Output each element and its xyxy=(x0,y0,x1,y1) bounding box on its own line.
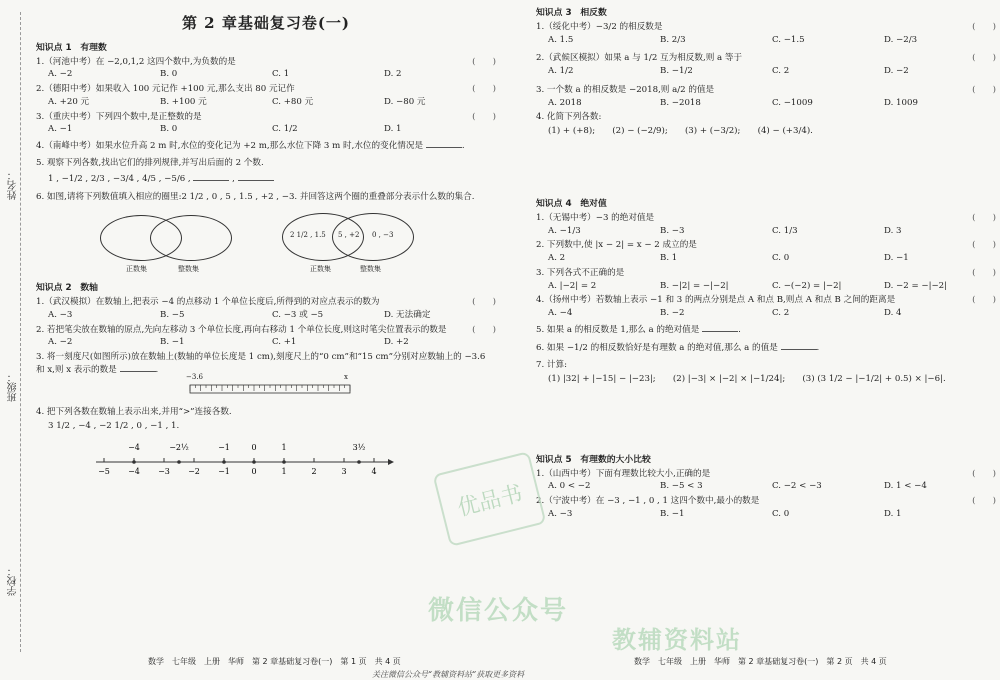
options xyxy=(548,481,996,492)
question-stem: 1.（河池中考）在 −2,0,1,2 这四个数中,为负数的是 xyxy=(36,56,236,67)
option: A. −3 xyxy=(548,508,573,519)
question xyxy=(36,112,496,123)
option: A. −2 xyxy=(48,337,73,348)
option: C. −2 < −3 xyxy=(772,481,822,492)
option: B. +100 元 xyxy=(160,96,207,107)
options xyxy=(48,124,496,135)
question-stem: 3.（重庆中考）下列四个数中,是正整数的是 xyxy=(36,111,202,122)
page-footer: 数学 七年级 上册 华师 第 2 章基础复习卷(一) 第 2 页 共 4 页 xyxy=(634,657,887,666)
option: B. −|2| = −|−2| xyxy=(660,280,729,291)
option: A. −2 xyxy=(48,69,73,80)
fill-blank xyxy=(702,323,738,332)
option: D. 1009 xyxy=(884,97,918,108)
fill-blank xyxy=(426,139,462,148)
axis-point xyxy=(252,460,256,464)
option: C. −3 或 −5 xyxy=(272,309,324,320)
sequence-text: 1 , −1/2 , 2/3 , −3/4 , 4/5 , −5/6 , xyxy=(48,173,191,184)
axis-point xyxy=(357,460,361,464)
watermark-text: 教辅资料站 xyxy=(612,626,742,654)
question-stem: 6. 如图,请将下列数值填入相应的圈里:2 1/2 , 0 , 5 , 1.5 , +2 , −3. 并回答这两个圈的重叠部分表示什么数的集合. xyxy=(36,192,475,203)
option: C. +1 xyxy=(272,337,297,348)
option: B. −3 xyxy=(660,225,685,236)
option: A. |−2| = 2 xyxy=(548,280,597,291)
options xyxy=(548,281,996,292)
option: A. 1/2 xyxy=(548,66,574,77)
question xyxy=(536,360,996,371)
answer-blank: ( ) xyxy=(972,53,996,64)
ruler-svg xyxy=(186,377,356,401)
option: D. 1 < −4 xyxy=(884,481,927,492)
question-stem: 1.（绥化中考）−3/2 的相反数是 xyxy=(536,21,663,32)
options xyxy=(48,69,496,80)
question-stem: 4.（扬州中考）若数轴上表示 −1 和 3 的两点分别是点 A 和点 B,则点 A 和点 B 之间的距离是 xyxy=(536,295,896,306)
options xyxy=(548,253,996,264)
question xyxy=(36,84,496,95)
page-footer: 数学 七年级 上册 华师 第 2 章基础复习卷(一) 第 1 页 共 4 页 xyxy=(148,657,401,666)
question xyxy=(536,112,996,123)
watermark-logo: 优品书 xyxy=(433,451,547,547)
option: B. −2 xyxy=(660,307,685,318)
question-stem: 4.（南峰中考）如果水位升高 2 m 时,水位的变化记为 +2 m,那么水位下降 3 m 时,水位的变化情况是 xyxy=(36,141,424,152)
axis-point-label: −1 xyxy=(218,442,230,452)
answer-blank: ( ) xyxy=(472,84,496,95)
option: A. +20 元 xyxy=(48,96,90,107)
answer-blank: ( ) xyxy=(972,240,996,251)
option: D. −2 = −|−2| xyxy=(884,280,948,291)
question xyxy=(36,325,496,336)
question-stem: 1.（武汉模拟）在数轴上,把表示 −4 的点移动 1 个单位长度后,所得到的对应点表示的数为 xyxy=(36,297,380,308)
option: B. −1 xyxy=(160,337,185,348)
question-stem: 2. 若把笔尖放在数轴的原点,先向左移动 3 个单位长度,再向右移动 1 个单位长度,则这时笔尖位置表示的数是 xyxy=(36,324,447,335)
axis-tick-label: 2 xyxy=(311,466,317,476)
axis-tick-label: −3 xyxy=(158,466,170,476)
option: A. −1/3 xyxy=(548,225,581,236)
question-stem: 1.（山西中考）下面有理数比较大小,正确的是 xyxy=(536,468,711,479)
question xyxy=(536,22,996,33)
option: B. 2/3 xyxy=(660,34,686,45)
option: D. 4 xyxy=(884,307,902,318)
option: B. 0 xyxy=(160,124,178,135)
option: C. 0 xyxy=(772,508,790,519)
option: D. +2 xyxy=(384,337,409,348)
question xyxy=(36,297,496,308)
venn-circle xyxy=(150,215,232,261)
option: D. 2 xyxy=(384,69,402,80)
question xyxy=(536,469,996,480)
answer-blank: ( ) xyxy=(472,111,496,122)
number-list: 3 1/2 , −4 , −2 1/2 , 0 , −1 , 1. xyxy=(48,421,180,432)
question-stem: 5. 观察下列各数,找出它们的排列规律,并写出后面的 2 个数. xyxy=(36,157,264,168)
ruler-figure xyxy=(186,373,356,401)
axis-tick-label: −4 xyxy=(128,466,140,476)
question: 4.（南峰中考）如果水位升高 2 m 时,水位的变化记为 +2 m,那么水位下降 3 m 时,水位的变化情况是 . xyxy=(36,141,465,152)
question-stem: 5. 如果 a 的相反数是 1,那么 a 的绝对值是 xyxy=(536,324,700,335)
venn-fill: 5 , +2 xyxy=(338,231,360,240)
ruler-right-label: x xyxy=(344,373,348,382)
calc-items: (1) |32| + |−15| − |−23|; (2) |−3| × |−2| × |−1/24|; (3) (3 1/2 − |−1/2| + 0.5) × |−6|. xyxy=(548,373,946,384)
question xyxy=(36,192,496,203)
question: 3. 将一刻度尺(如图所示)放在数轴上(数轴的单位长度是 1 cm),刻度尺上的“0 cm”和“15 cm”分别对应数轴上的 −3.6 和 x,则 x 表示的数是 . xyxy=(36,352,486,375)
option: D. 无法确定 xyxy=(384,309,431,320)
answer-blank: ( ) xyxy=(972,496,996,507)
option: A. 2018 xyxy=(548,97,582,108)
simplify-items: (1) + (+8); (2) − (−2/9); (3) + (−3/2); (4) − (+3/4). xyxy=(548,126,813,137)
question xyxy=(536,240,996,251)
axis-svg xyxy=(96,436,396,480)
question-stem: 4. 把下列各数在数轴上表示出来,并用“>”连接各数. xyxy=(36,407,232,418)
option: D. 1 xyxy=(384,124,402,135)
axis-tick-label: −1 xyxy=(218,466,230,476)
option: C. −(−2) = |−2| xyxy=(772,280,842,291)
question xyxy=(536,295,996,306)
question-stem: 6. 如果 −1/2 的相反数恰好是有理数 a 的绝对值,那么 a 的值是 xyxy=(536,343,778,354)
option: B. −5 xyxy=(160,309,185,320)
section-title: 知识点 1 有理数 xyxy=(36,42,107,53)
fill-blank xyxy=(238,172,274,181)
venn-fill: 0 , −3 xyxy=(372,231,394,240)
question xyxy=(536,268,996,279)
option: C. −1009 xyxy=(772,97,813,108)
option: B. −2018 xyxy=(660,97,701,108)
section-title: 知识点 3 相反数 xyxy=(536,8,607,18)
question xyxy=(536,85,996,96)
axis-point-label: 3½ xyxy=(352,442,366,452)
option: C. 1 xyxy=(272,69,290,80)
axis-tick-label: 4 xyxy=(371,466,377,476)
options xyxy=(548,98,996,109)
cut-line xyxy=(20,12,21,652)
school-label: 学校： xyxy=(8,566,19,596)
option: B. −1/2 xyxy=(660,66,693,77)
option: C. +80 元 xyxy=(272,96,314,107)
axis-point-label: 0 xyxy=(251,442,257,452)
footer-notice: 关注微信公众号“教辅资料站”获取更多资料 xyxy=(372,670,525,679)
question-stem: 4. 化简下列各数: xyxy=(536,112,602,123)
option: C. 0 xyxy=(772,253,790,264)
venn-fill: 2 1/2 , 1.5 xyxy=(290,231,326,240)
fill-blank xyxy=(193,172,229,181)
axis-point-label: 1 xyxy=(281,442,287,452)
option: D. −80 元 xyxy=(384,96,426,107)
options xyxy=(548,509,996,520)
question xyxy=(536,213,996,224)
option: C. −1.5 xyxy=(772,34,805,45)
options xyxy=(548,35,996,46)
page-title: 第 2 章基础复习卷(一) xyxy=(181,14,351,32)
answer-blank: ( ) xyxy=(972,295,996,306)
question-stem: 2.（宁波中考）在 −3 , −1 , 0 , 1 这四个数中,最小的数是 xyxy=(536,496,760,507)
axis-tick-label: −2 xyxy=(188,466,200,476)
axis-tick-label: 3 xyxy=(341,466,347,476)
option: B. 0 xyxy=(160,69,178,80)
section-title: 知识点 4 绝对值 xyxy=(536,198,607,209)
axis-point-label: −4 xyxy=(128,442,140,452)
question: 5. 如果 a 的相反数是 1,那么 a 的绝对值是 . xyxy=(536,324,741,335)
ruler-left-label: −3.6 xyxy=(186,373,203,382)
section-title: 知识点 2 数轴 xyxy=(36,283,98,294)
answer-blank: ( ) xyxy=(972,84,996,95)
question-stem: 2. 下列数中,使 |x − 2| = x − 2 成立的是 xyxy=(536,240,697,251)
venn-diagrams xyxy=(36,207,496,277)
axis-point xyxy=(222,460,226,464)
answer-blank: ( ) xyxy=(472,324,496,335)
axis-tick-label: 0 xyxy=(251,466,257,476)
number-line xyxy=(96,436,396,480)
option: D. 1 xyxy=(884,508,902,519)
question-stem: 7. 计算: xyxy=(536,360,568,371)
question xyxy=(36,57,496,68)
axis-point xyxy=(132,460,136,464)
option: D. −2/3 xyxy=(884,34,918,45)
options xyxy=(48,337,496,348)
option: D. −1 xyxy=(884,253,909,264)
question-stem: 2.（德阳中考）如果收入 100 元记作 +100 元,那么支出 80 元记作 xyxy=(36,84,295,95)
answer-blank: ( ) xyxy=(972,212,996,223)
options xyxy=(548,308,996,319)
options xyxy=(548,66,996,77)
answer-blank: ( ) xyxy=(972,21,996,32)
axis-point xyxy=(177,460,181,464)
name-label: 姓名： xyxy=(8,170,19,200)
option: A. −3 xyxy=(48,309,73,320)
option: D. 3 xyxy=(884,225,902,236)
axis-point xyxy=(282,460,286,464)
venn-label: 整数集 xyxy=(178,265,199,274)
question-stem: 3. 一个数 a 的相反数是 −2018,则 a/2 的值是 xyxy=(536,84,715,95)
question-stem: 1.（无锡中考）−3 的绝对值是 xyxy=(536,212,655,223)
options xyxy=(548,226,996,237)
fill-blank xyxy=(781,341,817,350)
question-stem: 3. 下列各式不正确的是 xyxy=(536,267,625,278)
axis-tick-label: −5 xyxy=(98,466,110,476)
binding-strip xyxy=(0,0,34,680)
options xyxy=(48,310,496,321)
option: D. −2 xyxy=(884,66,909,77)
venn-label: 整数集 xyxy=(360,265,381,274)
fill-blank xyxy=(120,363,156,372)
question: 6. 如果 −1/2 的相反数恰好是有理数 a 的绝对值,那么 a 的值是 . xyxy=(536,343,820,354)
answer-blank: ( ) xyxy=(972,468,996,479)
right-page xyxy=(536,6,996,524)
option: C. 2 xyxy=(772,66,790,77)
left-page xyxy=(36,6,496,482)
question xyxy=(536,53,996,64)
option: A. 0 < −2 xyxy=(548,481,591,492)
option: A. 1.5 xyxy=(548,34,574,45)
options xyxy=(48,97,496,108)
section-title: 知识点 5 有理数的大小比较 xyxy=(536,454,651,465)
question xyxy=(36,158,496,169)
option: B. −5 < 3 xyxy=(660,481,703,492)
question-stem: 2.（武候区模拟）如果 a 与 1/2 互为相反数,则 a 等于 xyxy=(536,53,743,64)
option: C. 1/2 xyxy=(272,124,298,135)
answer-blank: ( ) xyxy=(472,297,496,308)
question xyxy=(36,407,496,418)
venn-label: 正数集 xyxy=(126,265,147,274)
number-sequence: 1 , −1/2 , 2/3 , −3/4 , 4/5 , −5/6 , , xyxy=(48,172,496,185)
question xyxy=(536,496,996,507)
axis-tick-label: 1 xyxy=(281,466,287,476)
option: A. −1 xyxy=(48,124,73,135)
class-label: 班级： xyxy=(8,372,19,402)
venn-label: 正数集 xyxy=(310,265,331,274)
option: C. 2 xyxy=(772,307,790,318)
option: B. −1 xyxy=(660,508,685,519)
option: B. 1 xyxy=(660,253,678,264)
answer-blank: ( ) xyxy=(972,267,996,278)
option: C. 1/3 xyxy=(772,225,798,236)
option: A. −4 xyxy=(548,307,573,318)
question-stem: 3. 将一刻度尺(如图所示)放在数轴上(数轴的单位长度是 1 cm),刻度尺上的“0 cm”和“15 cm”分别对应数轴上的 −3.6 和 x,则 x 表示的数是 xyxy=(36,352,486,375)
option: A. 2 xyxy=(548,253,566,264)
answer-blank: ( ) xyxy=(472,56,496,67)
watermark-text: 微信公众号 xyxy=(428,596,569,626)
axis-point-label: −2½ xyxy=(169,442,189,452)
